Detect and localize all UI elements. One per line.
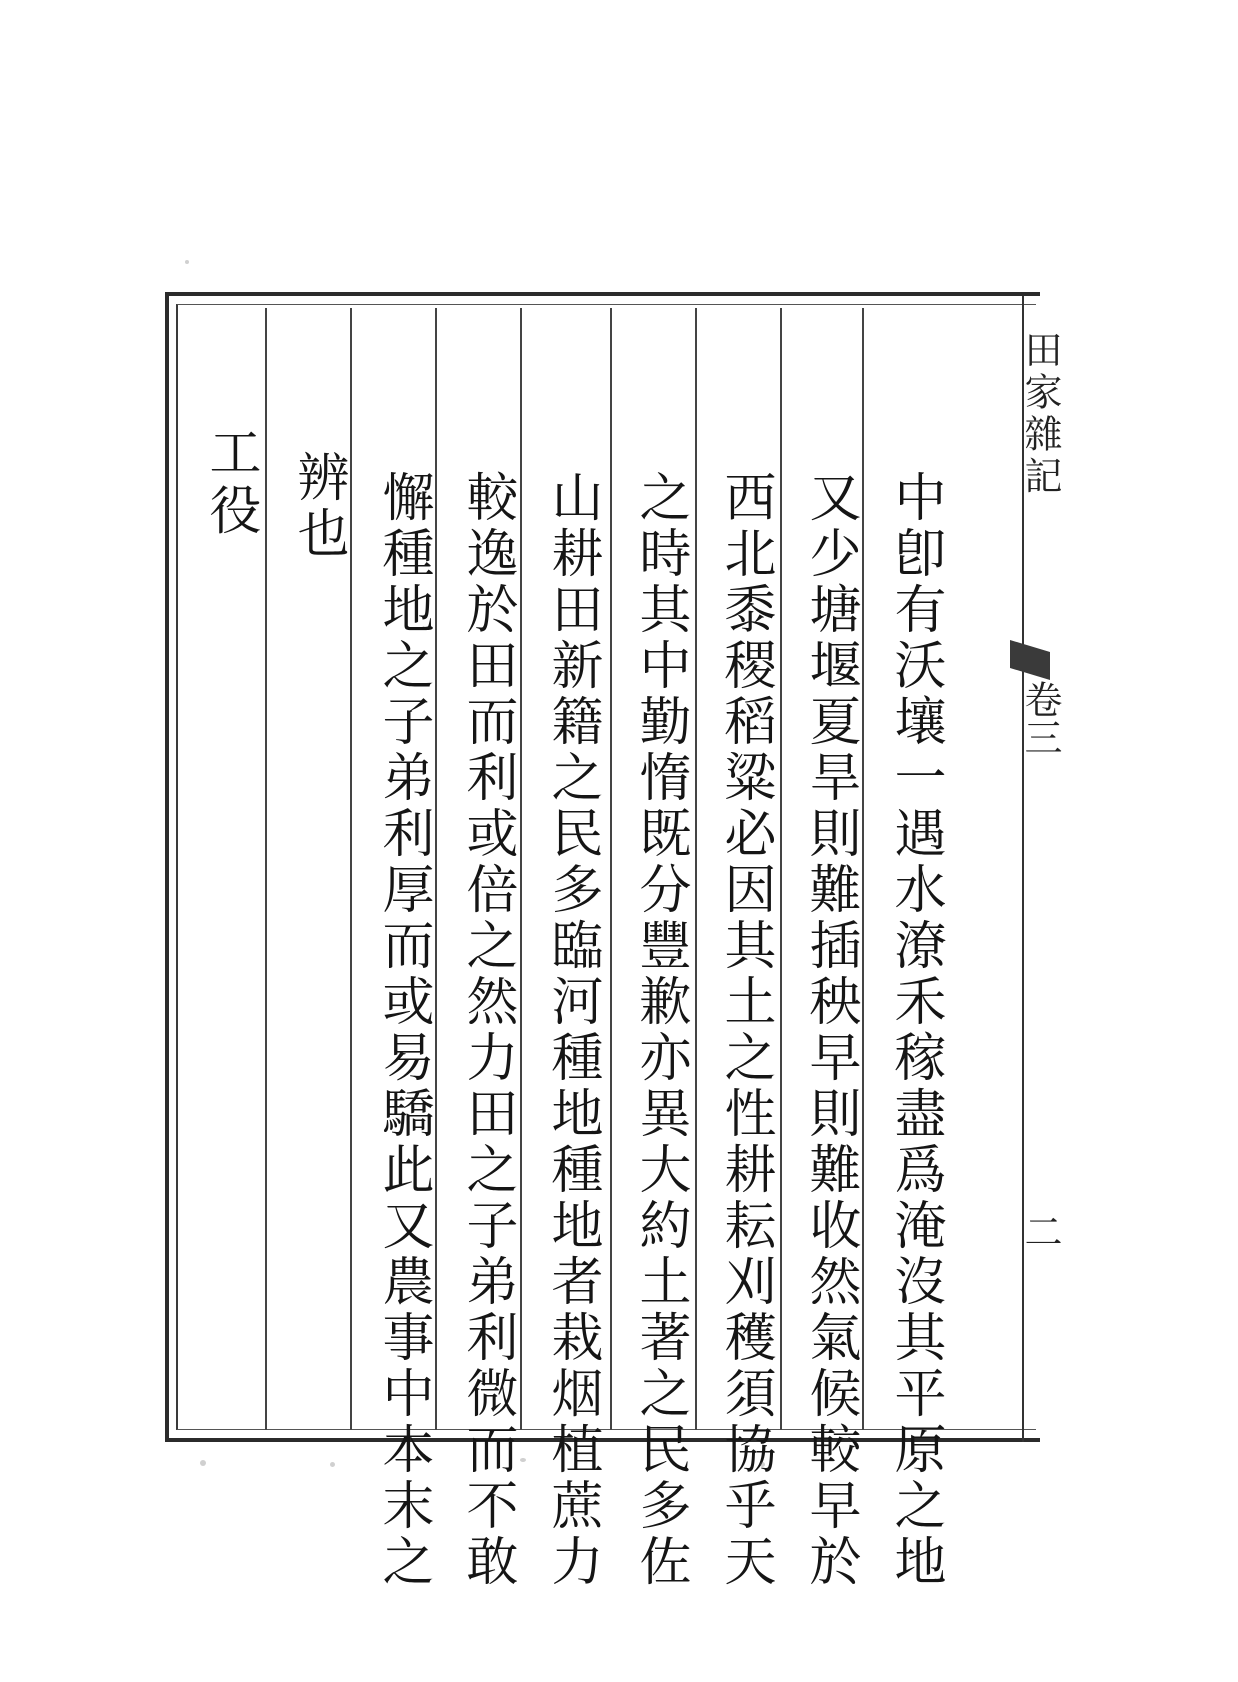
column-rule	[695, 308, 697, 1430]
text-column-4: 之時其中勤惰既分豐歉亦異大約土著之民多佐	[630, 470, 690, 1590]
text-column-8: 辨也	[288, 450, 348, 562]
scan-speckle	[520, 1458, 526, 1462]
column-rule	[265, 308, 267, 1430]
scan-speckle	[185, 260, 189, 264]
text-column-5: 山耕田新籍之民多臨河種地種地者栽烟植蔗力	[542, 470, 602, 1590]
text-column-2: 又少塘堰夏旱則難插秧早則難收然氣候較早於	[800, 470, 860, 1590]
text-column-3: 西北黍稷稻粱必因其土之性耕耘刈穫須協乎天	[715, 470, 775, 1590]
text-column-6: 較逸於田而利或倍之然力田之子弟利微而不敢	[457, 470, 517, 1590]
fore-edge-juan: 卷三	[1018, 680, 1062, 756]
text-column-1: 中卽有沃壤一遇水潦禾稼盡爲淹沒其平原之地	[885, 470, 945, 1590]
column-rule	[780, 308, 782, 1430]
column-rule	[610, 308, 612, 1430]
scan-speckle	[200, 1460, 206, 1466]
scan-speckle	[330, 1462, 335, 1467]
scan-speckle	[760, 1462, 765, 1467]
fore-edge-title: 田家雜記	[1018, 330, 1062, 498]
text-column-7: 懈種地之子弟利厚而或易驕此又農事中本末之	[373, 470, 433, 1590]
fore-edge-folio: 二	[1018, 1212, 1062, 1250]
section-heading: 工役	[200, 425, 260, 541]
